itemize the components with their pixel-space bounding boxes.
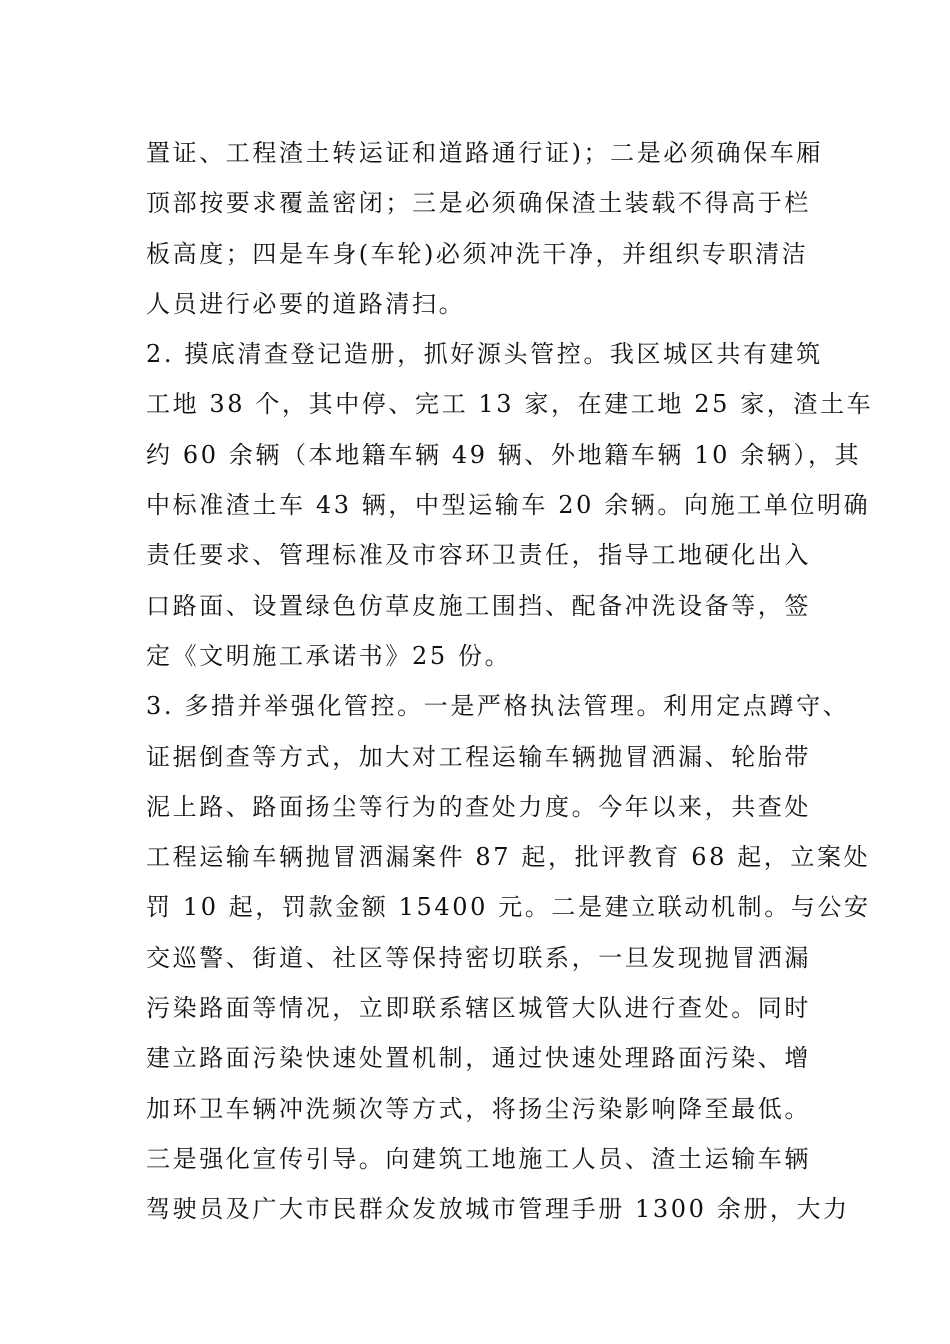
text-line: 工程运输车辆抛冒洒漏案件 87 起，批评教育 68 起，立案处	[146, 843, 871, 872]
text-line: 2. 摸底清查登记造册，抓好源头管控。我区城区共有建筑	[146, 340, 823, 369]
text-line: 置证、工程渣土转运证和道路通行证)；二是必须确保车厢	[146, 139, 823, 167]
text-line: 加环卫车辆冲洗频次等方式，将扬尘污染影响降至最低。	[146, 1094, 811, 1123]
body-text	[146, 128, 874, 1235]
text-line: 三是强化宣传引导。向建筑工地施工人员、渣土运输车辆	[146, 1144, 811, 1173]
text-line: 工地 38 个，其中停、完工 13 家，在建工地 25 家，渣土车	[146, 390, 874, 419]
text-line: 罚 10 起，罚款金额 15400 元。二是建立联动机制。与公安	[146, 893, 871, 922]
text-line: 中标准渣土车 43 辆，中型运输车 20 余辆。向施工单位明确	[146, 491, 871, 520]
text-line: 定《文明施工承诺书》25 份。	[146, 641, 512, 670]
text-line: 顶部按要求覆盖密闭；三是必须确保渣土装载不得高于栏	[146, 189, 811, 218]
text-line: 约 60 余辆（本地籍车辆 49 辆、外地籍车辆 10 余辆），其	[146, 440, 862, 469]
text-line: 交巡警、街道、社区等保持密切联系，一旦发现抛冒洒漏	[146, 943, 811, 972]
text-line: 3. 多措并举强化管控。一是严格执法管理。利用定点蹲守、	[146, 692, 850, 721]
text-line: 板高度；四是车身(车轮)必须冲洗干净，并组织专职清洁	[146, 239, 809, 268]
text-line: 建立路面污染快速处置机制，通过快速处理路面污染、增	[146, 1044, 811, 1073]
text-line: 责任要求、管理标准及市容环卫责任，指导工地硬化出入	[146, 541, 811, 570]
text-line: 泥上路、路面扬尘等行为的查处力度。今年以来，共查处	[146, 792, 811, 821]
text-line: 证据倒查等方式，加大对工程运输车辆抛冒洒漏、轮胎带	[146, 742, 811, 771]
text-line: 污染路面等情况，立即联系辖区城管大队进行查处。同时	[146, 994, 811, 1023]
text-line: 人员进行必要的道路清扫。	[146, 289, 466, 318]
text-line: 驾驶员及广大市民群众发放城市管理手册 1300 余册，大力	[146, 1195, 850, 1224]
text-line: 口路面、设置绿色仿草皮施工围挡、配备冲洗设备等，签	[146, 591, 811, 620]
